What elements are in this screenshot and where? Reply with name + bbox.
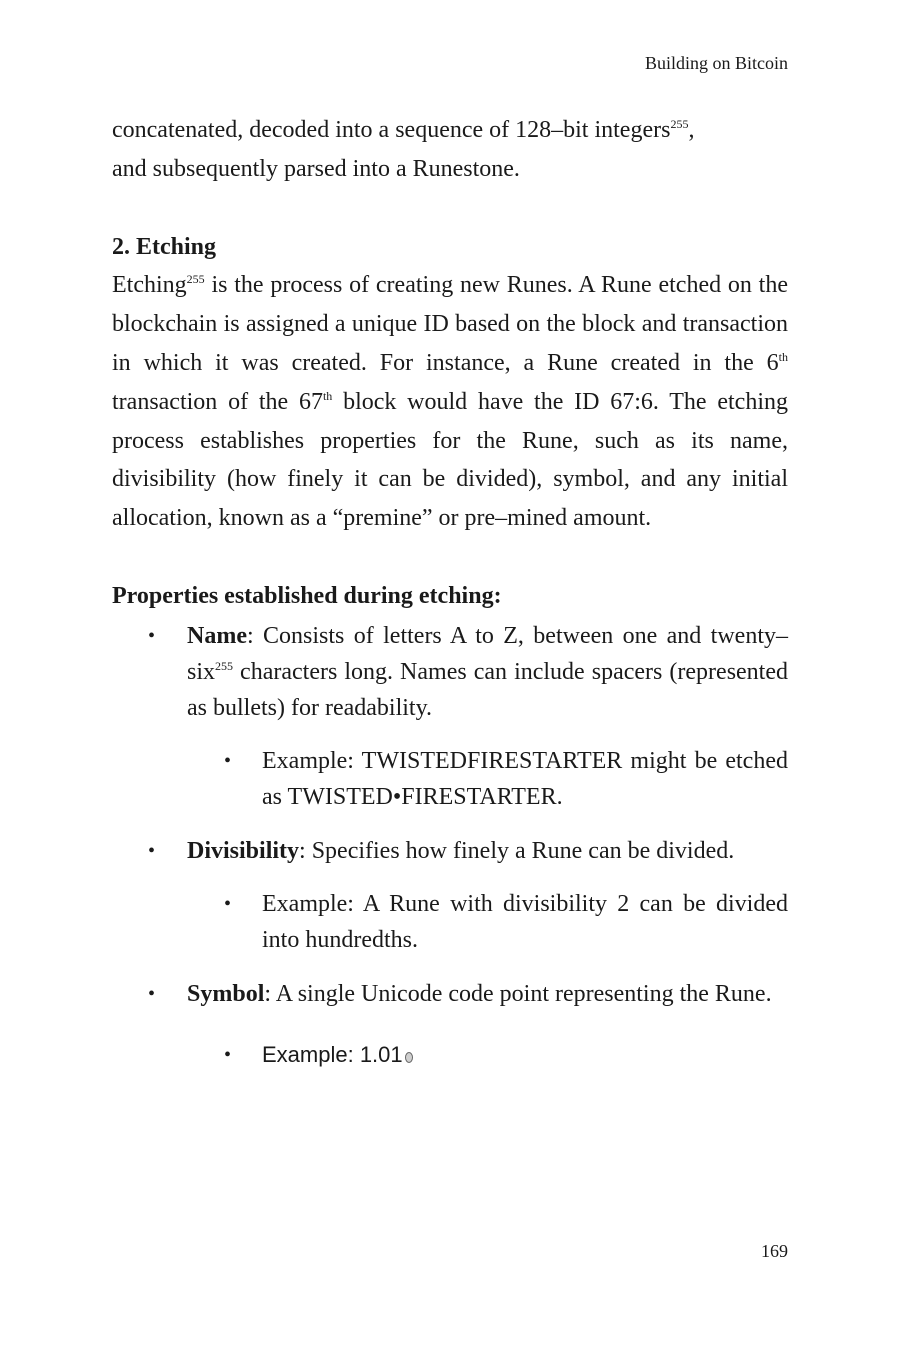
list-item-divisibility: [112, 833, 788, 869]
etching-paragraph: [112, 266, 788, 538]
term-symbol: Symbol: [187, 980, 265, 1007]
intro-paragraph: [112, 111, 788, 189]
bullet: •: [224, 892, 232, 915]
properties-list: [112, 618, 788, 1073]
intro-text-end: and subsequently parsed into a Runestone.: [112, 155, 520, 182]
page-body: [112, 111, 788, 1073]
etching-text: block would have the ID 67:6. The etching process establishes properties for the Rune, such as its name, divisibility (how finely it can be divided), symbol, and any initial allocation, known as a “premine” or pre–mined amount.: [112, 388, 788, 532]
section-heading-etching: 2. Etching: [112, 233, 217, 260]
bullet: •: [148, 839, 156, 862]
list-item-name: [112, 618, 788, 726]
ordinal-suffix: th: [322, 388, 333, 403]
etching-text: transaction of the 67: [112, 388, 323, 415]
ordinal-suffix: th: [778, 349, 788, 364]
divisibility-example: Example: A Rune with divisibility 2 can be divided into hundredths.: [262, 890, 788, 953]
footnote-ref: 255: [670, 117, 689, 131]
sub-item-name-example: [112, 743, 788, 815]
name-description-end: characters long. Names can include spacers (represented as bullets) for readability.: [187, 658, 788, 721]
footnote-ref: 255: [215, 658, 234, 673]
etching-text: is the process of creating new Runes. A Rune etched on the blockchain is assigned a unique ID based on the block and transaction in which it was created. For instance, a Rune created in the 6: [112, 272, 788, 376]
intro-text: concatenated, decoded into a sequence of 128–bit integers: [112, 117, 671, 143]
list-item-symbol: [112, 976, 788, 1012]
etching-text: Etching: [112, 272, 187, 299]
term-name: Name: [187, 622, 247, 649]
sub-item-symbol-example: [112, 1037, 788, 1073]
bullet: •: [224, 749, 232, 772]
page-number: 169: [761, 1241, 788, 1261]
divisibility-description: : Specifies how finely a Rune can be divided.: [299, 837, 735, 864]
footnote-ref: 255: [186, 272, 205, 287]
symbol-example: Example: 1.01: [262, 1041, 403, 1067]
name-description: : Consists of letters A to Z, between one and twenty–six: [187, 622, 788, 685]
intro-comma: ,: [688, 117, 695, 143]
sub-item-divisibility-example: [112, 886, 788, 958]
bullet: •: [148, 624, 156, 647]
rune-symbol-icon: [405, 1052, 413, 1063]
bullet: •: [224, 1043, 232, 1066]
symbol-description: : A single Unicode code point representing the Rune.: [264, 980, 772, 1007]
properties-heading: Properties established during etching:: [112, 582, 502, 609]
term-divisibility: Divisibility: [187, 837, 300, 864]
bullet: •: [148, 982, 156, 1005]
running-header: Building on Bitcoin: [644, 53, 788, 73]
name-example: Example: TWISTEDFIRESTARTER might be etched as TWISTED•FIRESTARTER.: [262, 747, 788, 810]
